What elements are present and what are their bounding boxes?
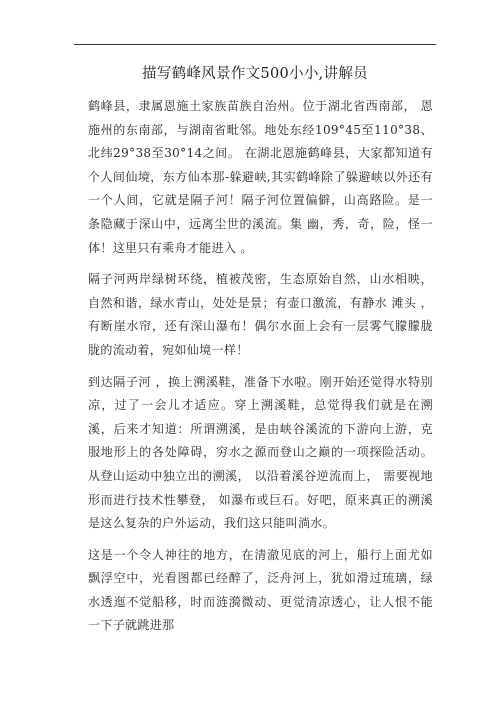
paragraph: 这是一个令人神往的地方，在清澈见底的河上，船行上面尤如飘浮空中，光看图都已经醉了，泛舟河上，犹如滑过琉璃，绿水透迤不觉船移，时而涟漪微动、更觉清凉透心，让人恨不能一下子就跳进那 [88,547,433,633]
paragraph: 鹤峰县，隶属恩施土家族苗族自治州。位于湖北省西南部， 恩施州的东南部，与湖南省毗邻。地处东经109°45至110°38、北纬29°38至30°14之间。 在湖北恩施鹤峰县，大家都知道有个人间仙境，东方仙本那-躲避峡,其实鹤峰除了躲避峡以外还有一个人间，它就是隔子河！隔子河位置偏僻，山高路险。是一条隐藏于深山中，远离尘世的溪流。集 幽，秀，奇，险，怪一体！这里只有乘舟才能进入 。 [88,99,433,255]
header-rule [74,44,436,45]
paragraph: 隔子河两岸绿树环绕，植被茂密，生态原始自然，山水相映，自然和谐，绿水青山，处处是景；有壶口激流，有静水 滩头 ，有断崖水帘，还有深山瀑布！偶尔水面上会有一层雾气朦朦胧胧的流动着，宛如仙境一样！ [88,272,433,357]
paragraph: 到达隔子河 ，换上溯溪鞋，准备下水啦。刚开始还觉得水特别凉，过了一会儿才适应。穿上溯溪鞋，总觉得我们就是在溯溪，后来才知道：所谓溯溪，是由峡谷溪流的下游向上游，克服地形上的各处障碍，穷水之源而登山之巅的一项探险活动。从登山运动中独立出的溯溪， 以沿着溪谷逆流而上， 需要视地形而进行技术性攀登， 如瀑布或巨石。好吧，原来真正的溯溪是这么复杂的户外运动，我们这只能叫淌水。 [88,374,433,531]
document-body [88,95,433,646]
document-title: 描写鹤峰风景作文500小小,讲解员 [142,66,368,82]
